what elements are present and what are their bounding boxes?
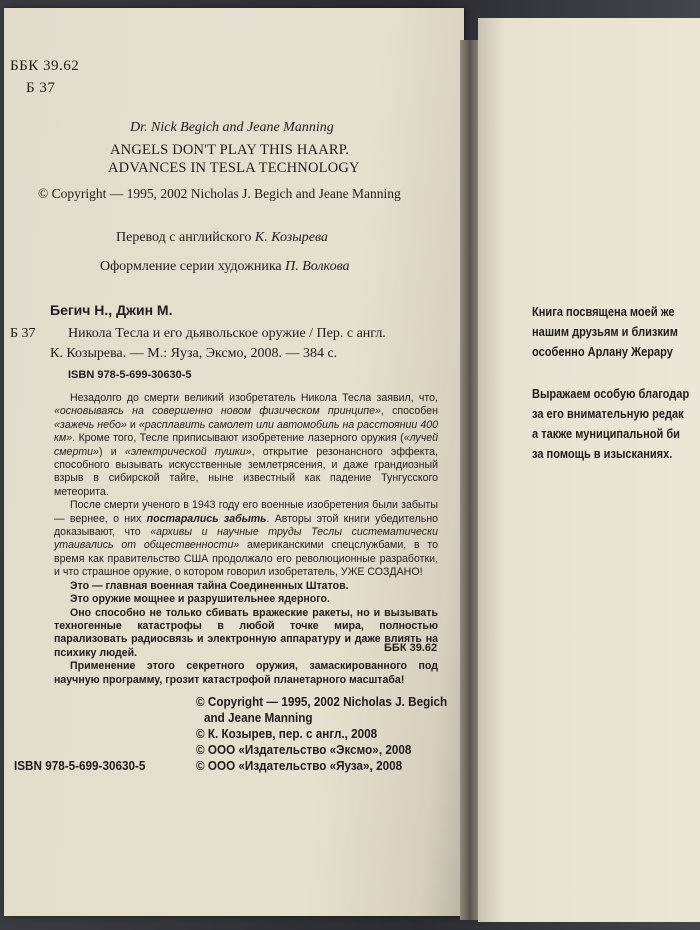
annotation-paragraph: Применение этого секретного оружия, замаскированного под научную программу, грозит катастрофой планетарного масштаба!: [54, 660, 438, 686]
author-mark-top: Б 37: [26, 80, 56, 96]
right-page: [478, 18, 700, 922]
catalog-isbn: ISBN 978-5-699-30630-5: [68, 369, 192, 381]
annotation-paragraph: Это оружие мощнее и разрушительнее ядерного.: [70, 593, 330, 606]
original-authors: Dr. Nick Begich and Jeane Manning: [130, 120, 334, 135]
dedication-line: Выражаем особую благодар: [532, 386, 690, 401]
translation-credit: Перевод с английского К. Козырева: [116, 230, 328, 245]
catalog-title-line2: К. Козырева. — М.: Яуза, Эксмо, 2008. — 384 с.: [50, 346, 338, 361]
catalog-authors: Бегич Н., Джин М.: [50, 302, 173, 318]
annotation-text: [54, 392, 438, 687]
left-page: [4, 8, 464, 916]
copyright-line-3: © К. Козырев, пер. с англ., 2008: [196, 726, 378, 741]
annotation-paragraph: Это — главная военная тайна Соединенных Штатов.: [70, 579, 349, 592]
copyright-line-5: © ООО «Издательство «Яуза», 2008: [196, 758, 403, 773]
isbn-bottom: ISBN 978-5-699-30630-5: [14, 758, 146, 773]
catalog-title-line1: Никола Тесла и его дьявольское оружие / Пер. с англ.: [68, 326, 386, 341]
dedication-line: нашим друзьям и близким: [532, 324, 678, 339]
dedication-line: Книга посвящена моей же: [532, 304, 675, 319]
bbk-code-top: ББК 39.62: [10, 58, 80, 74]
design-credit: Оформление серии художника П. Волкова: [100, 259, 350, 274]
annotation-paragraph: Оно способно не только сбивать вражеские ракеты, но и вызывать техногенные катастрофы в любой точке мира, полностью парализовать радиосвязь и электронную аппаратуру и даже влиять на психику людей.: [54, 606, 438, 659]
dedication-text: [532, 302, 689, 464]
copyright-english: © Copyright — 1995, 2002 Nicholas J. Begich and Jeane Manning: [38, 186, 401, 201]
dedication-line: особенно Арлану Жерару: [532, 344, 673, 359]
copyright-line-4: © ООО «Издательство «Эксмо», 2008: [196, 742, 412, 757]
dedication-line: за помощь в изысканиях.: [532, 446, 673, 461]
copyright-line-1: © Copyright — 1995, 2002 Nicholas J. Begich: [196, 694, 448, 709]
catalog-author-mark: Б 37: [10, 326, 36, 341]
dedication-spacer: [532, 362, 689, 384]
original-title-line2: ADVANCES IN TESLA TECHNOLOGY: [108, 160, 360, 176]
copyright-line-2: and Jeane Manning: [204, 710, 313, 725]
annotation-paragraph: После смерти ученого в 1943 году его военные изобретения были забыты — вернее, о них постарались забыть. Авторы этой книги убедительно доказывают, что «архивы и научные труды Теслы систематически утаивались от общественности» американскими спецслужбами, в то время как правительство США продолжало его революционные разработки, и что страшное оружие, о котором говорил изобретатель, УЖЕ СОЗДАНО!: [54, 499, 439, 579]
bbk-code-bottom: ББК 39.62: [384, 642, 438, 654]
dedication-line: а также муниципальной би: [532, 426, 680, 441]
original-title-line1: ANGELS DON'T PLAY THIS HAARP.: [110, 142, 350, 158]
annotation-paragraph: Незадолго до смерти великий изобретатель Никола Тесла заявил, что, «основываясь на совершенно новом физическом принципе», способен «зажечь небо» и «расплавить самолет или автомобиль на расстоянии 400 км». Кроме того, Тесле приписывают изобретение лазерного оружия («лучей смерти») и «электрической пушки», открытие резонансного эффекта, способного вызывать искусственные землетрясения, и даже грандиозный взрыв в сибирской тайге, ныне известный как падение Тунгусского метеорита.: [54, 392, 439, 498]
dedication-line: за его внимательную редак: [532, 406, 684, 421]
